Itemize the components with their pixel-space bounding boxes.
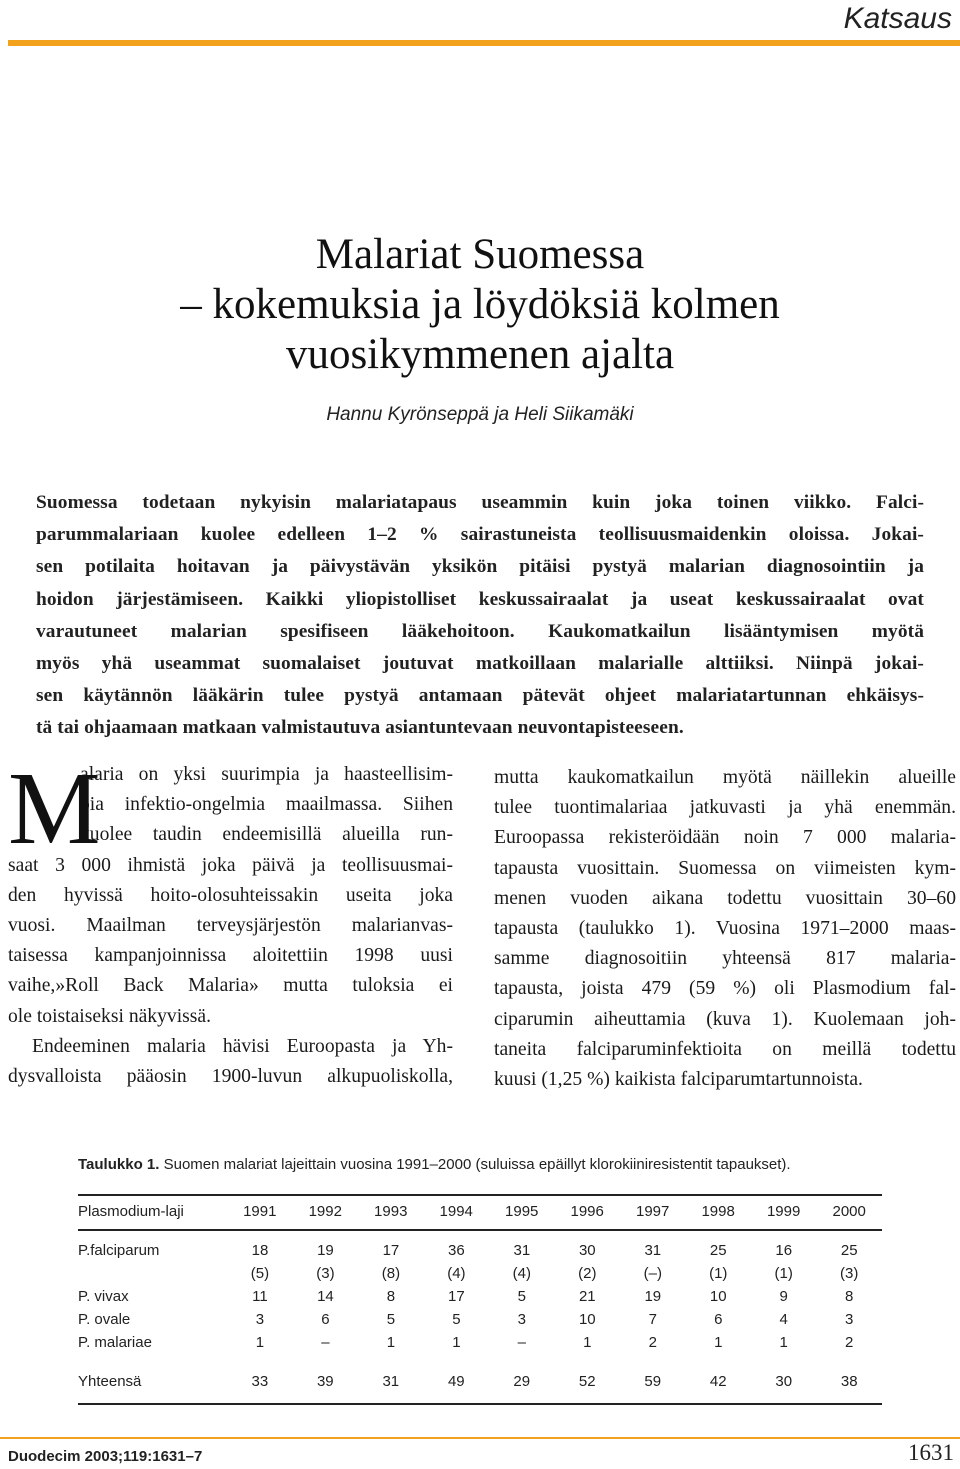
body-line: vaihe,»Roll Back Malaria» mutta tuloksia ei [8,975,453,997]
table-cell: 1 [452,1334,461,1351]
body-line: vuosi. Maailman terveysjärjestön malarianvas- [8,914,453,936]
table-header [78,1200,882,1223]
table-cell: 9 [779,1288,788,1305]
table-cell: 25 [840,1242,858,1259]
body-line: tapausta (taulukko 1). Vuosina 1971–2000 maas- [494,917,956,939]
table-cell: 1 [714,1334,723,1351]
table-cell: 39 [316,1373,334,1390]
table-cell: 1 [583,1334,592,1351]
section-label: Katsaus [843,2,952,35]
body-line: ciparumin aiheuttamia (kuva 1). Kuolemaan joh- [494,1008,956,1030]
body-line: kuusi (1,25 %) kaikista falciparumtartunnoista. [494,1068,863,1090]
body-line: saat 3 000 ihmistä joka päivä ja teollisuusmai- [8,854,453,876]
table-cell: 6 [714,1311,723,1328]
article-title [0,230,960,380]
lead-line: hoidon järjestämiseen. Kaikki yliopistolliset keskussairaalat ja useat keskussairaalat ovat [36,588,924,610]
table-cell: (4) [447,1265,466,1282]
table-cell: (2) [578,1265,597,1282]
table-cell: (8) [381,1265,401,1282]
table-cell: – [517,1334,527,1351]
journal-citation: Duodecim 2003;119:1631–7 [8,1448,203,1465]
body-line: Euroopassa rekisteröidään noin 7 000 malaria- [494,827,956,849]
table-cell: (1) [774,1265,793,1282]
table-cell: 16 [775,1242,793,1259]
table-cell: Yhteensä [78,1373,142,1390]
table-row [78,1285,882,1308]
table-cell: (1) [709,1265,728,1282]
table-cell: 30 [775,1373,793,1390]
body-line: mutta kaukomatkailun myötä näillekin alueille [494,767,956,788]
table-cell [78,1262,227,1285]
table-cell: 1 [255,1334,265,1351]
body-line: tapausta, joista 479 (59 %) oli Plasmodium fal- [494,978,956,1000]
body-line: tapausta vuosittain. Suomessa on viimeisten kym- [494,857,956,879]
table-cell: 18 [251,1242,269,1259]
body-line: menen vuoden aikana todettu vuosittain 30–60 [494,887,956,909]
header-cell: 1996 [570,1203,604,1220]
lead-paragraph [36,487,924,745]
table-cell: 19 [317,1242,334,1259]
header-cell: 1994 [439,1203,473,1220]
table-cell: 31 [513,1242,531,1259]
header-cell: 1992 [308,1203,342,1220]
table-cell: 4 [779,1311,788,1328]
table-cell: (–) [643,1265,662,1282]
page-number: 1631 [908,1440,954,1465]
table-cell: P. vivax [78,1288,129,1305]
table-cell: 31 [644,1242,662,1259]
table-cell: – [321,1334,330,1351]
body-line: dysvalloista pääosin 1900-luvun alkupuoliskolla, [8,1065,453,1087]
lead-line: sen käytännön lääkärin tulee pystyä antamaan pätevät ohjeet malariatartunnan ehkäisys- [36,685,924,707]
header-cell: 1995 [505,1203,539,1220]
body-line: taisessa kampanjoinnissa aloitettiin 1998 uusi [8,945,453,967]
header-cell: Plasmodium-laji [78,1203,184,1220]
title-line: – kokemuksia ja löydöksiä kolmen [180,281,780,328]
header-cell: 1997 [635,1203,670,1220]
header-cell: 1999 [766,1203,801,1220]
lead-line: Suomessa todetaan nykyisin malariatapaus useammin kuin joka toinen viikko. Falci- [36,492,924,513]
table-row [78,1331,882,1354]
body-line: alaria on yksi suurimpia ja haasteellisim- [80,764,453,785]
table-cell: 8 [386,1288,396,1305]
table-header-row [78,1200,882,1223]
table-cell: (3) [840,1265,859,1282]
lead-line: myös yhä useammat suomalaiset joutuvat matkoillaan malarialle alttiiksi. Niinpä jokai- [36,653,924,675]
lead-line: tä tai ohjaamaan matkaan valmistautuva asiantuntevaan neuvontapisteeseen. [36,717,684,739]
table-cell: 5 [452,1311,461,1328]
table-cell: 8 [845,1288,854,1305]
table-caption [78,1156,938,1173]
drop-cap: M [8,751,101,866]
table-caption-label: Taulukko 1. [78,1156,160,1173]
header-cell: 1993 [374,1203,408,1220]
table-cell: 3 [845,1311,854,1328]
body-line: taneita falciparuminfektioita on meillä todettu [494,1038,956,1060]
table-row [78,1262,882,1285]
table-row [78,1308,882,1331]
table-cell: 11 [252,1288,268,1305]
footer-rule [0,1437,960,1439]
table-cell: 5 [517,1288,527,1305]
table-cell: 14 [317,1288,334,1305]
header-cell: 2000 [832,1203,866,1220]
table-cell: P.falciparum [78,1242,160,1259]
body-line: tulee tuontimalariaa jatkuvasti ja yhä enemmän. [494,797,956,819]
header-rule [8,40,960,46]
table-cell: 17 [448,1288,465,1305]
lead-line: sen potilaita hoitavan ja päivystävän yksikön pitäisi pystyä malarian diagnosointiin ja [36,556,924,578]
table-cell: 29 [513,1373,531,1390]
table-cell: 49 [447,1373,465,1390]
table-header-rule [78,1229,882,1231]
table-cell: P. ovale [78,1311,131,1328]
table-cell: 33 [251,1373,269,1390]
table-total-row [78,1370,882,1393]
table-cell: 38 [840,1373,858,1390]
table-cell: 3 [517,1311,527,1328]
table-cell: 17 [382,1242,400,1259]
table-cell: 10 [709,1288,727,1305]
header-cell: 1998 [701,1203,735,1220]
body-line: Endeeminen malaria hävisi Euroopasta ja Yh- [32,1035,453,1057]
body-column-right [494,763,956,1095]
table-cell: 2 [845,1334,854,1351]
table-cell: P. malariae [78,1334,152,1351]
body-column-left [8,751,453,1092]
table-cell: 36 [448,1242,465,1259]
table-cell: 42 [709,1373,727,1390]
table-cell: 52 [578,1373,596,1390]
table-total [78,1370,882,1393]
body-line: kuolee taudin endeemisillä alueilla run- [80,824,453,846]
table-caption-text: Suomen malariat lajeittain vuosina 1991–2000 (suluissa epäillyt klorokiiniresistentit tapaukset). [163,1156,791,1173]
table-cell: 25 [709,1242,727,1259]
title-line: vuosikymmenen ajalta [285,331,675,378]
table-cell: 21 [578,1288,596,1305]
lead-line: varautuneet malarian spesifiseen lääkehoitoon. Kaukomatkailun lisääntymisen myötä [36,620,924,642]
table-cell: 2 [648,1334,657,1351]
table-cell: 31 [382,1373,400,1390]
table-body [78,1239,882,1354]
table-bottom-rule [78,1403,882,1405]
header-cell: 1991 [243,1203,277,1220]
table-cell: 6 [321,1311,330,1328]
lead-line: parummalariaan kuolee edelleen 1–2 % sairastuneista teollisuusmaidenkin oloissa. Jokai- [36,524,924,546]
table-cell: 1 [779,1334,788,1351]
table-cell: 10 [578,1311,596,1328]
table-cell: (4) [512,1265,532,1282]
table-cell: 7 [648,1311,657,1328]
title-line: Malariat Suomessa [315,231,645,278]
table-cell: 19 [644,1288,662,1305]
body-line: den hyvissä hoito-olosuhteissakin useita joka [8,884,453,906]
table-cell: 30 [578,1242,596,1259]
body-line: samme diagnosoitiin yhteensä 817 malaria- [494,948,956,970]
table-row [78,1239,882,1262]
authors: Hannu Kyrönseppä ja Heli Siikamäki [326,404,634,425]
table-cell: (3) [316,1265,335,1282]
table-cell: 59 [644,1373,662,1390]
table-cell: 1 [386,1334,396,1351]
table-cell: 3 [255,1311,265,1328]
body-line: pia infektio-ongelmia maailmassa. Siihen [80,794,453,816]
table-top-rule [78,1194,882,1196]
table-cell: (5) [250,1265,270,1282]
body-line: ole toistaiseksi näkyvissä. [8,1005,211,1027]
table-cell: 5 [386,1311,396,1328]
